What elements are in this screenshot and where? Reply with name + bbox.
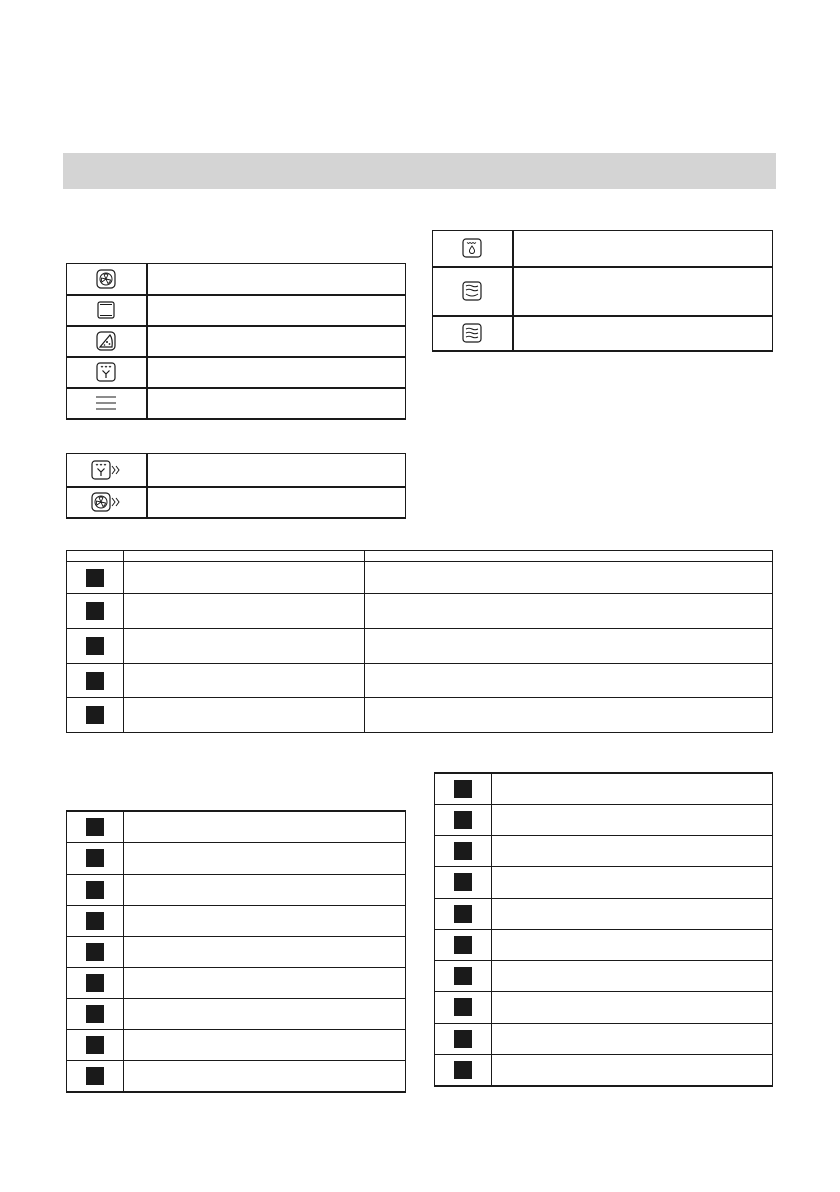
square-marker-icon <box>86 1067 104 1085</box>
square-marker-icon <box>86 849 104 867</box>
turbo-grill-icon <box>91 460 121 480</box>
symbol-cell <box>67 594 124 629</box>
moist-heat-description <box>513 231 773 267</box>
symbols-table <box>66 550 773 733</box>
key-description <box>124 874 406 905</box>
key-description <box>492 898 773 929</box>
key-cell <box>67 905 124 936</box>
turbo-grill-description <box>147 454 406 487</box>
key-cell <box>435 773 492 804</box>
moist-heat-cell <box>433 231 513 267</box>
key-description <box>492 804 773 835</box>
key-cell <box>435 804 492 835</box>
conventional-oven-cell <box>67 295 147 326</box>
grill-functions-table <box>66 453 406 519</box>
key-cell <box>435 898 492 929</box>
key-cell <box>67 811 124 842</box>
key-cell <box>67 967 124 998</box>
symbols-header-symbol <box>67 551 124 562</box>
key-description <box>492 991 773 1023</box>
key-description <box>124 936 406 967</box>
square-marker-icon <box>454 780 472 798</box>
grill-fan-description <box>147 357 406 388</box>
square-marker-icon <box>86 943 104 961</box>
fast-fan-heat-description <box>147 487 406 518</box>
symbol-description-cell <box>365 562 773 594</box>
key-description <box>492 835 773 866</box>
bottom-top-heat-icon <box>95 395 117 411</box>
fast-fan-heat-icon <box>91 492 121 512</box>
symbol-cell <box>67 664 124 698</box>
square-marker-icon <box>86 974 104 992</box>
turbo-grill-cell <box>67 454 147 487</box>
key-cell <box>435 929 492 960</box>
key-description <box>124 811 406 842</box>
symbol-description-cell <box>365 594 773 629</box>
square-marker-icon <box>86 881 104 899</box>
symbol-cell <box>67 562 124 594</box>
bottom-heat-cell <box>433 267 513 316</box>
conventional-oven-description <box>147 295 406 326</box>
square-marker-icon <box>86 672 104 690</box>
symbol-cell <box>67 629 124 664</box>
key-cell <box>435 1054 492 1086</box>
key-description <box>124 967 406 998</box>
fan-heating-icon <box>96 269 116 289</box>
key-cell <box>435 835 492 866</box>
key-cell <box>435 1023 492 1054</box>
symbol-description-cell <box>365 698 773 733</box>
symbol-description-cell <box>365 664 773 698</box>
symbol-name-cell <box>124 562 365 594</box>
square-marker-icon <box>86 706 104 724</box>
key-cell <box>67 874 124 905</box>
symbol-description-cell <box>365 629 773 664</box>
bottom-top-heat-description <box>147 388 406 419</box>
grill-fan-icon <box>96 362 116 382</box>
square-marker-icon <box>454 1061 472 1079</box>
key-description <box>492 960 773 991</box>
square-marker-icon <box>454 811 472 829</box>
key-table-left <box>66 810 406 1093</box>
key-description <box>492 1054 773 1086</box>
key-description <box>124 842 406 874</box>
symbols-header-name <box>124 551 365 562</box>
key-description <box>124 998 406 1029</box>
pizza-icon <box>96 331 116 351</box>
square-marker-icon <box>454 842 472 860</box>
symbol-name-cell <box>124 664 365 698</box>
key-description <box>124 1060 406 1092</box>
square-marker-icon <box>454 998 472 1016</box>
key-description <box>124 1029 406 1060</box>
key-cell <box>435 991 492 1023</box>
key-description <box>492 1023 773 1054</box>
fast-fan-heat-cell <box>67 487 147 518</box>
square-marker-icon <box>454 967 472 985</box>
square-marker-icon <box>86 1036 104 1054</box>
key-cell <box>67 936 124 967</box>
defrost-icon <box>462 323 482 343</box>
square-marker-icon <box>86 602 104 620</box>
fan-heating-cell <box>67 264 147 295</box>
defrost-cell <box>433 316 513 351</box>
key-cell <box>67 842 124 874</box>
conventional-oven-icon <box>96 300 116 320</box>
pizza-description <box>147 326 406 357</box>
square-marker-icon <box>86 1005 104 1023</box>
symbol-cell <box>67 698 124 733</box>
key-description <box>124 905 406 936</box>
square-marker-icon <box>86 912 104 930</box>
bottom-heat-description <box>513 267 773 316</box>
symbols-header-description <box>365 551 773 562</box>
key-cell <box>435 866 492 898</box>
square-marker-icon <box>86 818 104 836</box>
special-functions-table <box>432 230 773 352</box>
square-marker-icon <box>86 569 104 587</box>
key-cell <box>67 1029 124 1060</box>
defrost-description <box>513 316 773 351</box>
section-banner <box>63 153 776 189</box>
key-description <box>492 866 773 898</box>
grill-fan-cell <box>67 357 147 388</box>
key-cell <box>67 998 124 1029</box>
square-marker-icon <box>454 936 472 954</box>
symbol-name-cell <box>124 594 365 629</box>
symbol-name-cell <box>124 698 365 733</box>
key-cell <box>67 1060 124 1092</box>
key-cell <box>435 960 492 991</box>
key-description <box>492 929 773 960</box>
oven-functions-table <box>66 263 406 420</box>
bottom-heat-icon <box>462 281 482 301</box>
key-description <box>492 773 773 804</box>
moist-heat-icon <box>462 238 482 258</box>
bottom-top-heat-cell <box>67 388 147 419</box>
key-table-right <box>434 772 773 1087</box>
fan-heating-description <box>147 264 406 295</box>
square-marker-icon <box>86 637 104 655</box>
square-marker-icon <box>454 1030 472 1048</box>
square-marker-icon <box>454 873 472 891</box>
symbol-name-cell <box>124 629 365 664</box>
pizza-cell <box>67 326 147 357</box>
square-marker-icon <box>454 905 472 923</box>
